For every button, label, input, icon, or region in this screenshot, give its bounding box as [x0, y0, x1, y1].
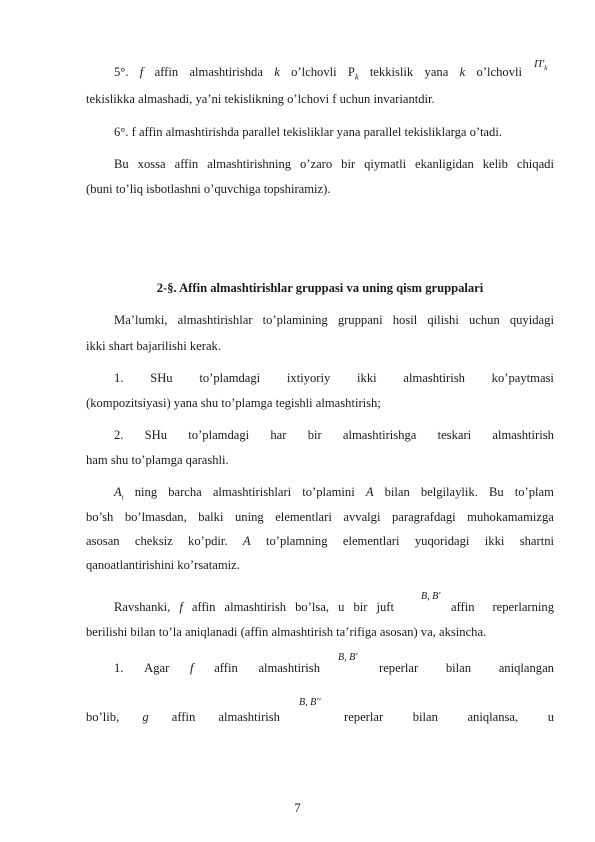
p9-w6: bilan: [384, 485, 410, 499]
item3-number: 1.: [114, 661, 124, 675]
item1-line1: [114, 370, 554, 386]
reper-pair-formula-2: B, B': [338, 652, 358, 663]
p10-w7: juft: [376, 600, 394, 614]
p5-w4: k: [274, 65, 280, 79]
item3-w5: reperlar: [379, 661, 419, 675]
p9-line1: [114, 484, 554, 506]
p5-line1: [114, 64, 522, 86]
item1-w1: SHu: [150, 371, 173, 385]
p9-l3-w8: shartni: [519, 534, 554, 548]
p9-l2-w6: paragrafdagi: [392, 510, 456, 524]
p7-w9: chiqadi: [516, 157, 554, 171]
p10-right-words: [451, 599, 554, 615]
item1-w6: ko’paytmasi: [491, 371, 554, 385]
p9-l3-w1: cheksiz: [134, 534, 173, 548]
p9-l2-w4: elementlari: [275, 510, 332, 524]
p8-w5: qilishi: [427, 313, 459, 327]
p10-w2: affin: [191, 600, 216, 614]
p7-w4: o’zaro: [300, 157, 333, 171]
section-heading: 2-§. Affin almashtirishlar gruppasi va uning qism gruppalari: [156, 281, 484, 295]
p5-w1: f: [139, 65, 144, 79]
item2-line1: [114, 427, 554, 443]
p8-w4: hosil: [392, 313, 418, 327]
item3-w1: Agar: [144, 661, 170, 675]
p5-w2: affin: [154, 65, 179, 79]
p8-w2: to’plamining: [262, 313, 328, 327]
p9-w5: A: [365, 485, 374, 499]
item2-w6: teskari: [437, 428, 472, 442]
p7-w0: Bu: [114, 157, 129, 171]
item2-number: 2.: [114, 428, 124, 442]
item3-left-words: [114, 660, 320, 676]
item3-l2-w4: reperlar: [344, 710, 384, 724]
p10-w8: affin: [451, 600, 475, 614]
p5-w10: o’lchovli: [476, 65, 522, 79]
p9-w0: $A_t$: [114, 485, 124, 502]
p9-l2-w2: balki: [198, 510, 224, 524]
p7-line1: [114, 156, 554, 172]
p9-l3-w6: yuqoridagi: [414, 534, 470, 548]
item2-w3: har: [270, 428, 287, 442]
p5-w5: o’lchovli: [291, 65, 337, 79]
p5-w7: tekkislik: [369, 65, 414, 79]
p9-line3: [86, 533, 554, 549]
p8-line2: ikki shart bajarilishi kerak.: [86, 339, 221, 353]
p8-line1: [114, 312, 554, 328]
p8-w7: quyidagi: [509, 313, 554, 327]
item3-w4: almashtirish: [258, 661, 320, 675]
p9-l3-w3: A: [242, 534, 251, 548]
p7-w1: xossa: [137, 157, 166, 171]
p5-w0: 5°.: [114, 65, 129, 79]
item3-w3: affin: [214, 661, 238, 675]
p10-w6: bir: [353, 600, 368, 614]
p5-w9: k: [459, 65, 466, 79]
item3-l2-right-words: [344, 709, 554, 725]
item3-l2-w0: bo’lib,: [86, 710, 120, 724]
p9-l2-w7: muhokamamizga: [467, 510, 554, 524]
item2-w8: almashtirish: [492, 428, 554, 442]
item3-w7: aniqlangan: [498, 661, 554, 675]
p9-l2-w3: uning: [234, 510, 264, 524]
p5-w6: $P_k$: [347, 65, 359, 82]
item2-w1: SHu: [144, 428, 168, 442]
p7-w7: ekanligidan: [415, 157, 474, 171]
p9-w2: barcha: [168, 485, 202, 499]
p10-w5: u: [338, 600, 345, 614]
p10-left-words: [114, 599, 394, 615]
p9-line4: qanoatlantirishini ko’rsatamiz.: [86, 558, 240, 572]
p5-line2: tekislikka almashadi, ya’ni tekislikning o’lchovi f uchun invariantdir.: [86, 92, 435, 106]
p9-l3-w7: ikki: [484, 534, 505, 548]
item3-l2-w7: u: [547, 710, 554, 724]
item2-w5: almashtirishga: [342, 428, 417, 442]
p9-w9: to’plam: [514, 485, 554, 499]
p9-w4: to’plamini: [302, 485, 355, 499]
p10-w4: bo’lsa,: [295, 600, 330, 614]
p9-l3-w4: to’plamning: [265, 534, 328, 548]
item2-w2: to’plamdagi: [188, 428, 250, 442]
p9-w7: belgilaylik.: [420, 485, 478, 499]
p6-line1: 6°. f affin almashtirishda parallel tekisliklar yana parallel tekisliklarga o’tadi.: [114, 125, 502, 139]
item3-w6: bilan: [445, 661, 472, 675]
page-number: 7: [294, 801, 301, 815]
p9-l3-w5: elementlari: [342, 534, 400, 548]
p8-w6: uchun: [468, 313, 500, 327]
p7-w3: almashtirishning: [207, 157, 292, 171]
p5-w3: almashtirishda: [189, 65, 263, 79]
p9-l2-w0: bo’sh: [86, 510, 114, 524]
p7-line2: (buni to’liq isbotlashni o’quvchiga topshiramiz).: [86, 182, 331, 196]
item3-l2-w6: aniqlansa,: [467, 710, 519, 724]
p10-w9: reperlarning: [492, 600, 554, 614]
p9-l3-w2: ko’pdir.: [188, 534, 228, 548]
p10-w0: Ravshanki,: [114, 600, 171, 614]
reper-pair-formula-3: B, B'': [299, 697, 321, 708]
item3-w2: f: [190, 661, 194, 675]
item1-w4: ikki: [357, 371, 377, 385]
p9-l2-w1: bo’lmasdan,: [124, 510, 187, 524]
item3-l2-w3: almashtirish: [218, 710, 280, 724]
p9-w3: almashtirishlari: [212, 485, 292, 499]
p7-w2: affin: [174, 157, 199, 171]
item1-w3: ixtiyoriy: [286, 371, 331, 385]
item3-l2-w5: bilan: [412, 710, 438, 724]
item1-number: 1.: [114, 371, 124, 385]
p9-l3-w0: asosan: [86, 534, 120, 548]
p9-l2-w5: avvalgi: [343, 510, 381, 524]
p8-w3: gruppani: [337, 313, 383, 327]
item3-l2-w2: affin: [171, 710, 196, 724]
p7-w5: bir: [341, 157, 356, 171]
item1-line2: (kompozitsiyasi) yana shu to’plamga tegishli almashtirish;: [86, 396, 381, 410]
p7-w8: kelib: [482, 157, 508, 171]
p10-w1: f: [179, 600, 183, 614]
item2-line2: ham shu to’plamga qarashli.: [86, 453, 229, 467]
p9-line2: [86, 509, 554, 525]
item3-l2-w1: g: [142, 710, 149, 724]
item3-right-words: [379, 660, 554, 676]
p9-w1: ning: [134, 485, 158, 499]
item2-w4: bir: [307, 428, 322, 442]
item1-w2: to’plamdagi: [199, 371, 261, 385]
p7-w6: qiymatli: [364, 157, 407, 171]
item1-w5: almashtirish: [403, 371, 465, 385]
p10-w3: almashtirish: [224, 600, 287, 614]
p8-w1: almashtirishlar: [177, 313, 253, 327]
p5-w8: yana: [424, 65, 449, 79]
reper-pair-formula: B, B': [421, 591, 441, 602]
p9-w8: Bu: [488, 485, 504, 499]
item3-l2-left-words: [86, 709, 280, 725]
pi-prime-k-symbol: $\Pi'_k$: [534, 58, 548, 73]
p10-line2: berilishi bilan to’la aniqlanadi (affin almashtirish ta’rifiga asosan) va, aksincha.: [86, 625, 487, 639]
p8-w0: Ma’lumki,: [114, 313, 168, 327]
